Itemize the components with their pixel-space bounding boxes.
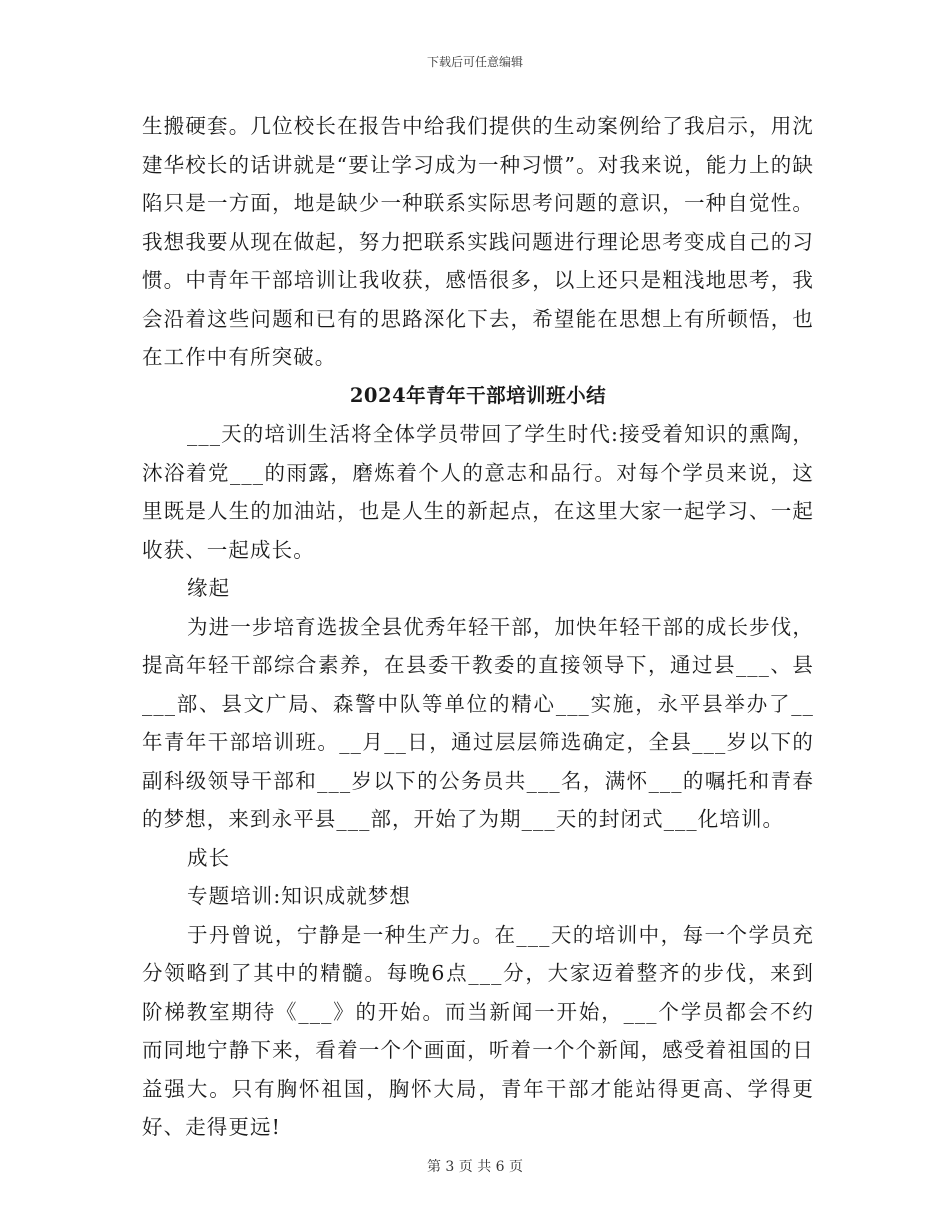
paragraph-3: 于丹曾说，宁静是一种生产力。在___天的培训中，每一个学员充分领略到了其中的精髓。每晚6点___分，大家迈着整齐的步伐，来到阶梯教室期待《___》的开始。而当新闻一开始，___个学员都会不约而同地宁静下来，看着一个个画面，听着一个个新闻，感受着祖国的日益强大。只有胸怀祖国，胸怀大局，青年干部才能站得更高、学得更好、走得更远! [142,922,814,1139]
intro-paragraph: 生搬硬套。几位校长在报告中给我们提供的生动案例给了我启示，用沈建华校长的话讲就是“要让学习成为一种习惯”。对我来说，能力上的缺陷只是一方面，地是缺少一种联系实际思考问题的意识，一种自觉性。我想我要从现在做起，努力把联系实践问题进行理论思考变成自己的习惯。中青年干部培训让我收获，感悟很多，以上还只是粗浅地思考，我会沿着这些问题和已有的思路深化下去，希望能在思想上有所顿悟，也在工作中有所突破。 [142,114,814,369]
page-footer: 第 3 页 共 6 页 [426,1159,524,1175]
subheading-training: 专题培训:知识成就梦想 [187,884,412,908]
section-heading-origin: 缘起 [187,576,231,600]
paragraph-2: 为进一步培育选拔全县优秀年轻干部，加快年轻干部的成长步伐，提高年轻干部综合素养，在县委干教委的直接领导下，通过县___、县___部、县文广局、森警中队等单位的精心___实施，永平县举办了__年青年干部培训班。__月__日，通过层层筛选确定，全县___岁以下的副科级领导干部和___岁以下的公务员共___名，满怀___的嘱托和青春的梦想，来到永平县___部，开始了为期___天的封闭式___化培训。 [142,614,814,831]
document-title: 2024年青年干部培训班小结 [349,383,607,407]
paragraph-1: ___天的培训生活将全体学员带回了学生时代:接受着知识的熏陶，沐浴着党___的雨露，磨炼着个人的意志和品行。对每个学员来说，这里既是人生的加油站，也是人生的新起点，在这里大家一起学习、一起收获、一起成长。 [142,422,814,562]
document-body [142,107,814,1147]
section-heading-growth: 成长 [187,845,231,870]
page-header: 下载后可任意编辑 [426,55,523,69]
